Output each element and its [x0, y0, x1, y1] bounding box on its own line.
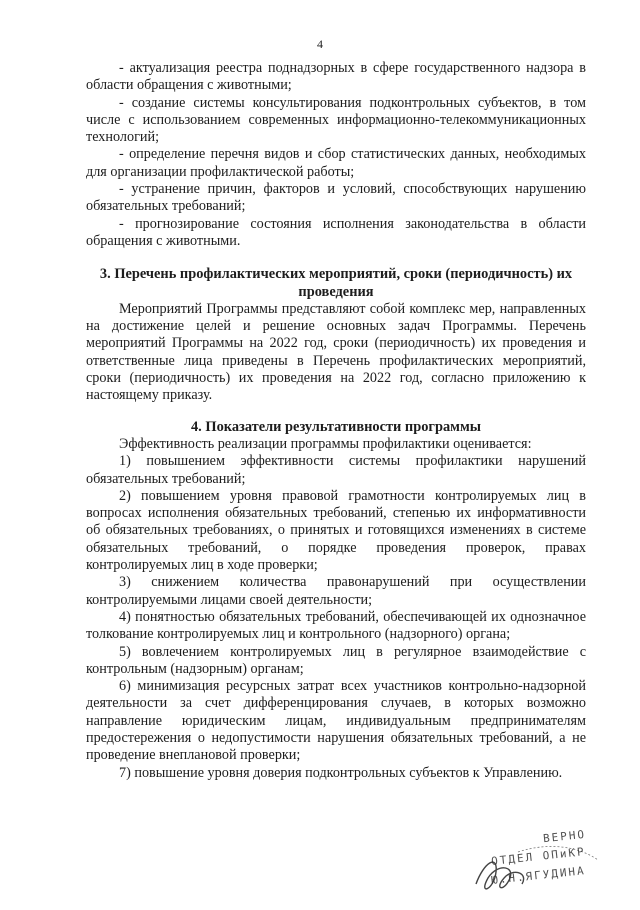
list-item: 5) вовлечением контролируемых лиц в регулярное взаимодействие с контрольным (надзорным) органам;: [86, 643, 586, 677]
stamp-line: ОТДЕЛ ОПиКР: [490, 845, 587, 868]
intro-item: - актуализация реестра поднадзорных в сфере государственного надзора в области обращения с животными;: [86, 60, 586, 94]
section-4-lead: Эффективность реализации программы профилактики оценивается:: [119, 435, 532, 452]
stamp-line: ВЕРНО: [542, 827, 587, 846]
list-item: 6) минимизация ресурсных затрат всех участников контрольно-надзорной деятельности за счет дифференцирования случаев, в которых возможно направление юридическим лицам, индивидуальным предпринимателям предостережения о недопустимости нарушения обязательных требований, а не проведение внеплановой проверки;: [86, 678, 586, 764]
stamp-line: Ю.Н.ЯГУДИНА: [490, 864, 587, 887]
list-item: 7) повышение уровня доверия подконтрольных субъектов к Управлению.: [119, 764, 563, 781]
list-item: 1) повышением эффективности системы профилактики нарушений обязательных требований;: [86, 453, 586, 487]
list-item: 3) снижением количества правонарушений при осуществлении контролируемыми лицами своей деятельности;: [86, 574, 586, 608]
section-3-heading: 3. Перечень профилактических мероприятий, сроки (периодичность) их проведения: [99, 266, 573, 300]
verification-stamp: [458, 822, 608, 900]
section-3-text: Мероприятий Программы представляют собой комплекс мер, направленных на достижение целей и решение основных задач Программы. Перечень мероприятий Программы на 2022 год, сроки (периодичность) их проведения и ответственные лица приведены в Перечень профилактических мероприятий, сроки (периодичность) их проведения на 2022 год, согласно приложению к настоящему приказу.: [86, 300, 586, 404]
list-item: 4) понятностью обязательных требований, обеспечивающей их однозначное толкование контролируемых лиц и контрольного (надзорного) органа;: [86, 608, 586, 643]
intro-item: - устранение причин, факторов и условий, способствующих нарушению обязательных требований;: [86, 181, 586, 215]
intro-item: - определение перечня видов и сбор статистических данных, необходимых для организации профилактической работы;: [86, 146, 586, 180]
list-item: 2) повышением уровня правовой грамотности контролируемых лиц в вопросах исполнения обязательных требований, степенью их информативности об обязательных требованиях, о принятых и готовящихся изменениях в системе обязательных требований, о порядке проведения проверок, правах контролируемых лиц в ходе проверки;: [86, 487, 586, 574]
section-4-heading: 4. Показатели результативности программы: [190, 418, 481, 435]
document-body: [86, 60, 586, 782]
intro-item: - создание системы консультирования подконтрольных субъектов, в том числе с использованием современных информационно-телекоммуникационных технологий;: [86, 94, 586, 146]
page-number: 4: [317, 37, 323, 51]
intro-item: - прогнозирование состояния исполнения законодательства в области обращения с животными.: [86, 215, 586, 249]
